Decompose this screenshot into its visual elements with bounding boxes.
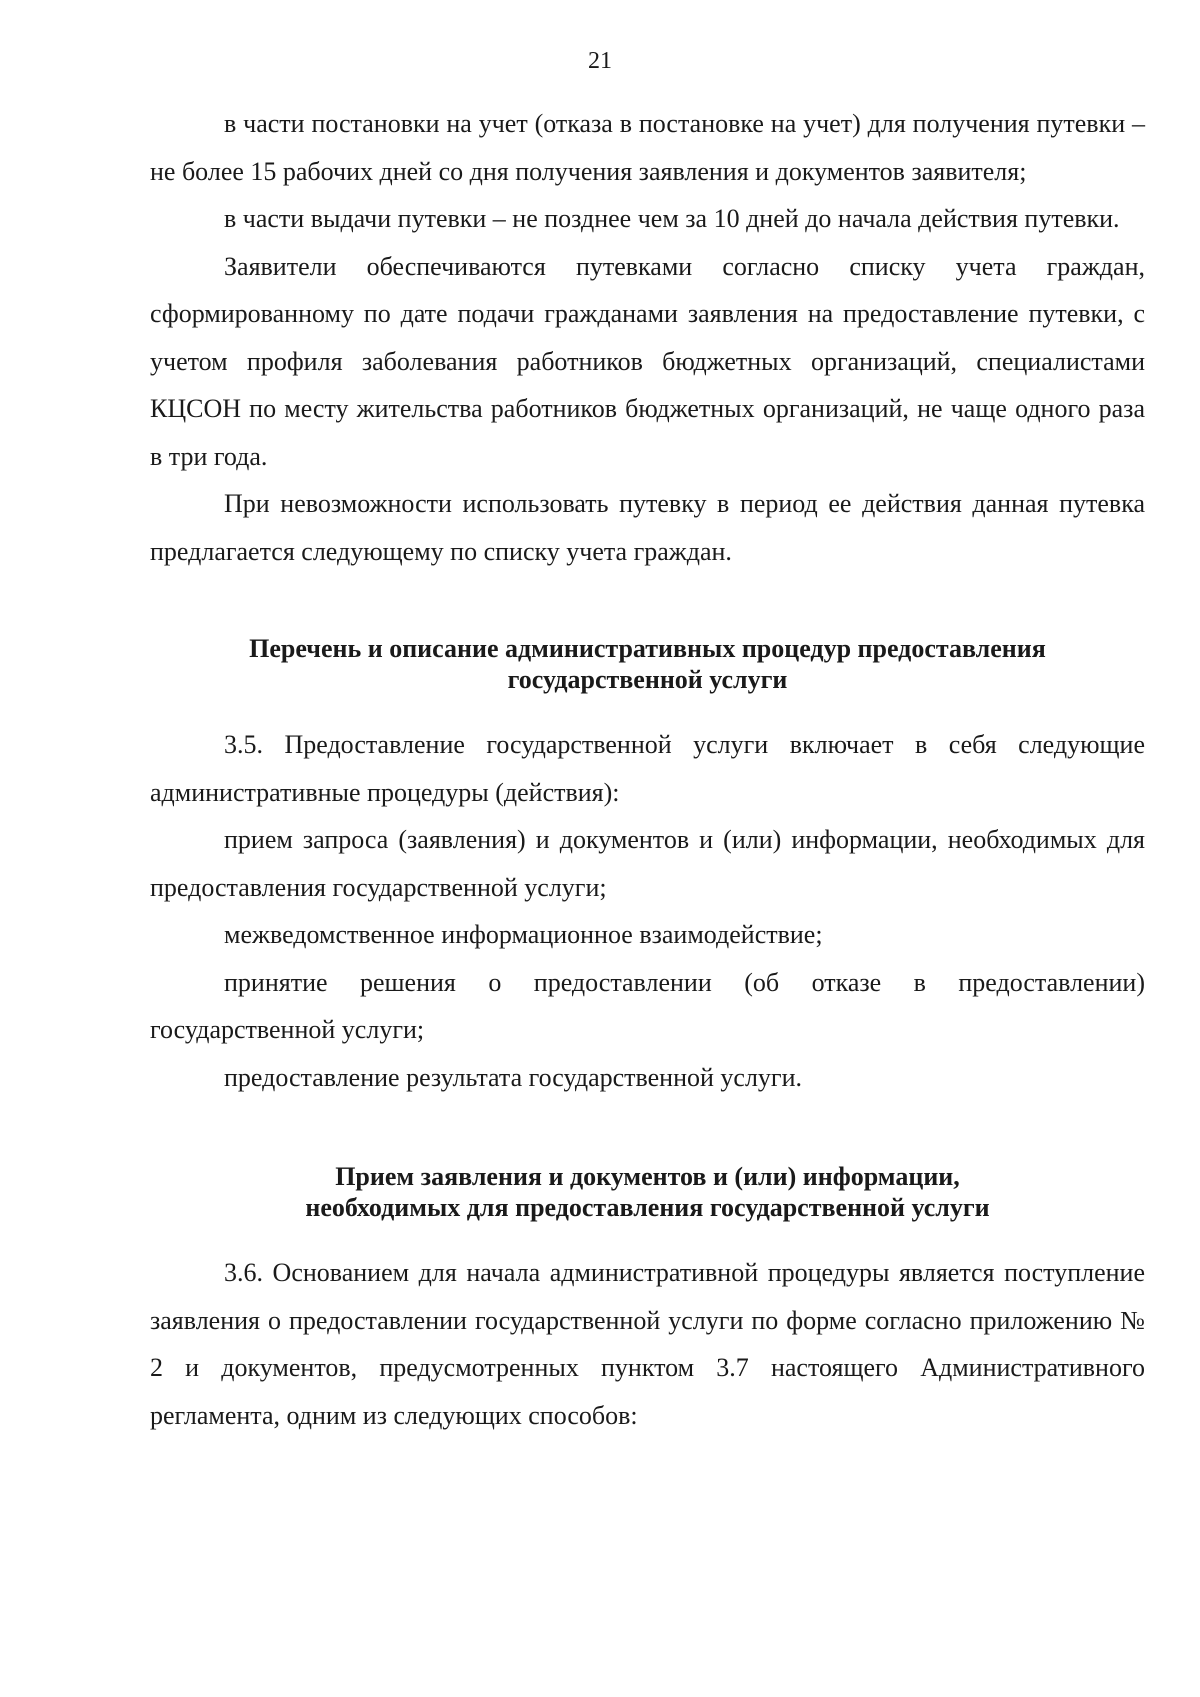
paragraph: принятие решения о предоставлении (об отказе в предоставлении) государственной услуги; <box>150 967 1145 1044</box>
paragraph: в части постановки на учет (отказа в постановке на учет) для получения путевки – не более 15 рабочих дней со дня получения заявления и документов заявителя; <box>150 109 1145 186</box>
paragraph: предоставление результата государственной услуги. <box>224 1062 803 1092</box>
paragraph: 3.6. Основанием для начала административной процедуры является поступление заявления о предоставлении государственной услуги по форме согласно приложению № 2 и документов, предусмотренных пунктом 3.7 настоящего Административного регламента, одним из следующих способов: <box>150 1258 1145 1430</box>
paragraph: прием запроса (заявления) и документов и (или) информации, необходимых для предоставления государственной услуги; <box>150 825 1145 902</box>
paragraph: в части выдачи путевки – не позднее чем за 10 дней до начала действия путевки. <box>224 204 1120 233</box>
section-heading: Перечень и описание административных процедур предоставления государственной услуги <box>249 634 1046 694</box>
paragraph: 3.5. Предоставление государственной услуги включает в себя следующие административные процедуры (действия): <box>150 730 1145 807</box>
paragraph: При невозможности использовать путевку в период ее действия данная путевка предлагается следующему по списку учета граждан. <box>150 489 1145 566</box>
page-number: 21 <box>588 48 612 74</box>
document-body <box>150 100 1145 1439</box>
paragraph: межведомственное информационное взаимодействие; <box>224 920 823 949</box>
paragraph: Заявители обеспечиваются путевками согласно списку учета граждан, сформированному по дате подачи гражданами заявления на предоставление путевки, с учетом профиля заболевания работников бюджетных организаций, специалистами КЦСОН по месту жительства работников бюджетных организаций, не чаще одного раза в три года. <box>150 251 1145 471</box>
section-heading: Прием заявления и документов и (или) информации, необходимых для предоставления государственной услуги <box>305 1162 990 1222</box>
